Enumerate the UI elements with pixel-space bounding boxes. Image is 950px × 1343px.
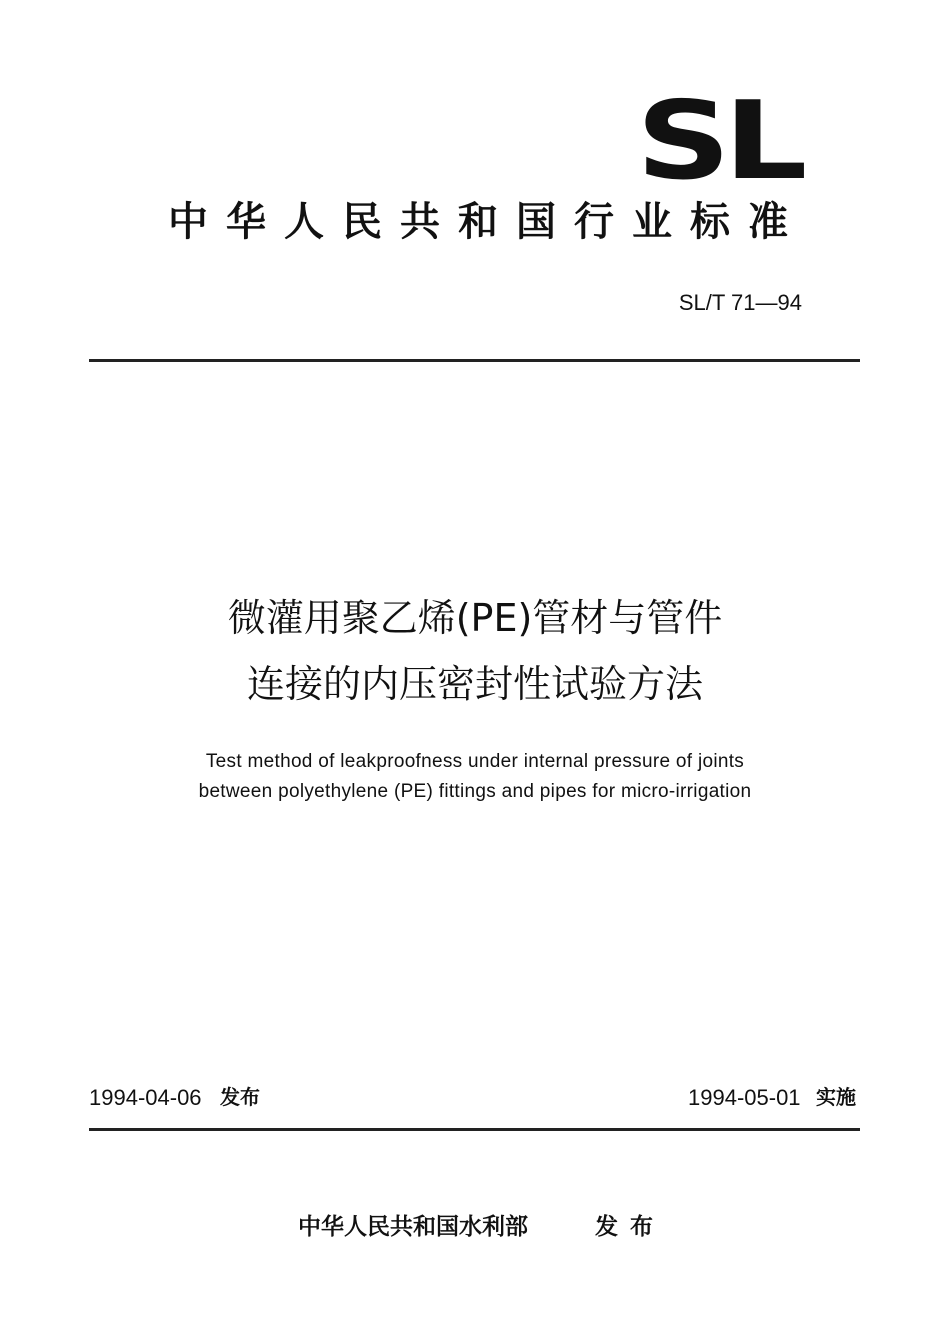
chinese-title-line-1: 微灌用聚乙烯(PE)管材与管件 (227, 596, 723, 640)
english-title-line-2: between polyethylene (PE) fittings and pipes for micro-irrigation (198, 781, 752, 802)
top-divider (89, 359, 860, 362)
standard-type-heading: 中华人民共和国行业标准 (168, 199, 806, 245)
bottom-divider (89, 1128, 860, 1131)
chinese-title-line-2: 连接的内压密封性试验方法 (246, 662, 703, 706)
publisher-name: 中华人民共和国水利部 (298, 1214, 528, 1240)
english-title-line-1: Test method of leakproofness under internal pressure of joints (205, 751, 745, 772)
implementation-label: 实施 (816, 1085, 856, 1109)
implementation-date: 1994-05-01 (688, 1085, 801, 1110)
issue-date: 1994-04-06 (89, 1085, 202, 1110)
sl-logo: SL (636, 79, 801, 204)
publish-label: 发布 (595, 1214, 665, 1240)
standard-code: SL/T 71—94 (678, 290, 802, 315)
issue-label: 发布 (220, 1085, 260, 1109)
